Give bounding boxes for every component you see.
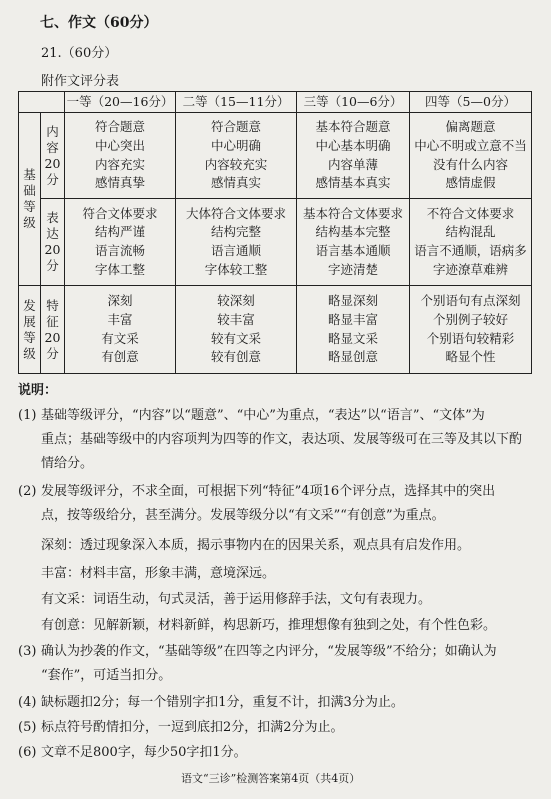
criterion-text: 中心突出 <box>94 137 145 153</box>
note-3 <box>18 640 528 688</box>
expression-label <box>41 199 65 286</box>
corner-cell <box>19 92 65 113</box>
header-grade-4: 四等（5—0分） <box>410 92 532 113</box>
note-5-number: (5) <box>18 720 37 735</box>
features-label-char: 征 <box>46 313 59 329</box>
features-label <box>41 286 65 374</box>
criterion-text: 中心不明或立意不当 <box>414 137 527 153</box>
note-1-line: 基础等级评分，“内容”以“题意”、“中心”为重点，“表达”以“语言”、“文体”为 <box>41 408 485 423</box>
expression-label-char: 20 <box>44 242 61 257</box>
content-label <box>41 113 65 199</box>
definition-creative: 有创意：见解新颖，材料新鲜，构思新巧，推理想像有独到之处，有个性色彩。 <box>41 618 497 633</box>
basic-level-char: 基 <box>23 167 36 182</box>
criterion-text: 略显深刻 <box>327 293 378 309</box>
criterion-text: 内容单薄 <box>327 156 378 172</box>
criterion-text: 结构混乱 <box>445 224 496 240</box>
features-label-char: 分 <box>46 345 59 361</box>
expression-label-char: 分 <box>46 258 59 273</box>
criterion-text: 较丰富 <box>217 311 255 327</box>
question-number: 21.（60分） <box>41 46 118 61</box>
note-3-line: “套作”，可适当扣分。 <box>41 668 172 683</box>
criterion-text: 较有创意 <box>210 349 261 365</box>
expression-grade-1 <box>65 199 176 286</box>
criterion-text: 语言不通顺，语病多 <box>414 243 527 258</box>
criterion-text: 略显创意 <box>327 349 378 365</box>
features-row <box>19 286 532 374</box>
criterion-text: 感情虚假 <box>445 175 496 191</box>
features-label-char: 20 <box>44 329 61 345</box>
expression-label-char: 表 <box>46 210 59 225</box>
criterion-text: 中心基本明确 <box>315 137 391 153</box>
criterion-text: 有创意 <box>101 349 139 365</box>
features-label-char: 特 <box>46 297 59 313</box>
criterion-text: 符合题意 <box>94 119 145 135</box>
note-6-number: (6) <box>18 745 37 760</box>
note-3-number: (3) <box>18 644 37 659</box>
criterion-text: 结构完整 <box>210 224 261 240</box>
criterion-text: 略显个性 <box>445 349 496 365</box>
expression-grade-4 <box>410 199 532 286</box>
basic-level-char: 等 <box>23 199 36 214</box>
header-grade-3: 三等（10—6分） <box>297 92 410 113</box>
criterion-text: 结构基本完整 <box>315 224 391 240</box>
criterion-text: 字体工整 <box>94 261 145 277</box>
note-6 <box>18 741 528 765</box>
note-3-line: 确认为抄袭的作文，“基础等级”在四等之内评分，“发展等级”不给分；如确认为 <box>41 644 497 659</box>
note-1-line: 情给分。 <box>41 456 94 471</box>
criterion-text: 没有什么内容 <box>432 156 508 172</box>
expression-label-char: 达 <box>46 226 59 241</box>
content-grade-3 <box>297 113 410 199</box>
definition-profound: 深刻：透过现象深入本质，揭示事物内在的因果关系，观点具有启发作用。 <box>41 538 471 553</box>
definition-rich: 丰富：材料丰富，形象丰满，意境深远。 <box>41 566 276 581</box>
table-title: 附作文评分表 <box>41 74 120 89</box>
scoring-table <box>18 91 532 374</box>
basic-level-char: 础 <box>23 183 36 198</box>
criterion-text: 语言基本通顺 <box>315 243 391 258</box>
criterion-text: 有文采 <box>101 330 139 346</box>
header-row <box>19 92 532 113</box>
features-grade-1 <box>65 286 176 374</box>
criterion-text: 字迹清楚 <box>327 261 378 277</box>
criterion-text: 略显丰富 <box>327 311 378 327</box>
features-grade-2 <box>176 286 297 374</box>
criterion-text: 深刻 <box>107 293 133 309</box>
criterion-text: 丰富 <box>107 311 133 327</box>
content-label-char: 容 <box>46 139 59 155</box>
basic-level-label <box>19 113 41 286</box>
note-2-number: (2) <box>18 484 37 499</box>
basic-level-char: 级 <box>23 215 36 230</box>
note-5 <box>18 716 528 740</box>
development-level-char: 展 <box>23 313 36 329</box>
content-label-char: 分 <box>46 171 59 187</box>
development-level-label <box>19 286 41 374</box>
criterion-text: 略显文采 <box>327 330 378 346</box>
note-2-line: 发展等级评分，不求全面，可根据下列“特征”4项16个评分点，选择其中的突出 <box>41 484 496 499</box>
note-1 <box>18 404 528 476</box>
criterion-text: 不符合文体要求 <box>426 205 515 221</box>
development-level-char: 发 <box>23 297 36 313</box>
criterion-text: 感情真挚 <box>94 175 145 191</box>
criterion-text: 结构严谨 <box>94 224 145 240</box>
note-4-line: 缺标题扣2分；每一个错别字扣1分，重复不计，扣满3分为止。 <box>41 695 404 710</box>
criterion-text: 符合题意 <box>210 119 261 135</box>
criterion-text: 偏离题意 <box>445 119 496 135</box>
header-grade-1: 一等（20—16分） <box>65 92 176 113</box>
features-grade-3 <box>297 286 410 374</box>
criterion-text: 内容充实 <box>94 156 145 172</box>
note-5-line: 标点符号酌情扣分，一逗到底扣2分，扣满2分为止。 <box>41 720 344 735</box>
development-level-char: 级 <box>23 345 36 361</box>
definition-eloquent: 有文采：词语生动，句式灵活，善于运用修辞手法，文句有表现力。 <box>41 592 432 607</box>
criterion-text: 语言流畅 <box>94 243 145 258</box>
note-1-line: 重点；基础等级中的内容项判为四等的作文，表达项、发展等级可在三等及其以下酌 <box>41 432 523 447</box>
criterion-text: 中心明确 <box>210 137 261 153</box>
note-2-line: 点，按等级给分，甚至满分。发展等级分以“有文采”“有创意”为重点。 <box>41 508 445 523</box>
note-4 <box>18 691 528 715</box>
criterion-text: 感情真实 <box>210 175 261 191</box>
note-2 <box>18 480 528 528</box>
content-grade-1 <box>65 113 176 199</box>
expression-grade-2 <box>176 199 297 286</box>
criterion-text: 基本符合题意 <box>315 119 391 135</box>
criterion-text: 语言通顺 <box>210 243 261 258</box>
criterion-text: 基本符合文体要求 <box>302 205 403 221</box>
criterion-text: 内容较充实 <box>204 156 268 172</box>
content-label-char: 20 <box>44 155 61 171</box>
note-4-number: (4) <box>18 695 37 710</box>
criterion-text: 字迹潦草难辨 <box>432 261 508 277</box>
content-grade-4 <box>410 113 532 199</box>
notes-title: 说明： <box>18 383 58 398</box>
criterion-text: 较深刻 <box>217 293 255 309</box>
development-level-char: 等 <box>23 329 36 345</box>
note-6-line: 文章不足800字，每少50字扣1分。 <box>41 745 247 760</box>
criterion-text: 字体较工整 <box>204 261 268 277</box>
criterion-text: 个别例子较好 <box>432 311 508 327</box>
criterion-text: 感情基本真实 <box>315 175 391 191</box>
page-footer: 语文“三诊”检测答案第4页（共4页） <box>181 772 361 785</box>
criterion-text: 个别语句有点深刻 <box>420 293 521 309</box>
expression-row <box>19 199 532 286</box>
header-grade-2: 二等（15—11分） <box>176 92 297 113</box>
content-label-char: 内 <box>46 123 59 139</box>
content-grade-2 <box>176 113 297 199</box>
expression-grade-3 <box>297 199 410 286</box>
features-grade-4 <box>410 286 532 374</box>
section-title: 七、作文（60分） <box>40 15 158 31</box>
note-1-number: (1) <box>18 408 37 423</box>
criterion-text: 大体符合文体要求 <box>185 205 286 221</box>
content-row <box>19 113 532 199</box>
criterion-text: 个别语句较精彩 <box>426 330 515 346</box>
criterion-text: 较有文采 <box>210 330 261 346</box>
criterion-text: 符合文体要求 <box>82 205 158 221</box>
